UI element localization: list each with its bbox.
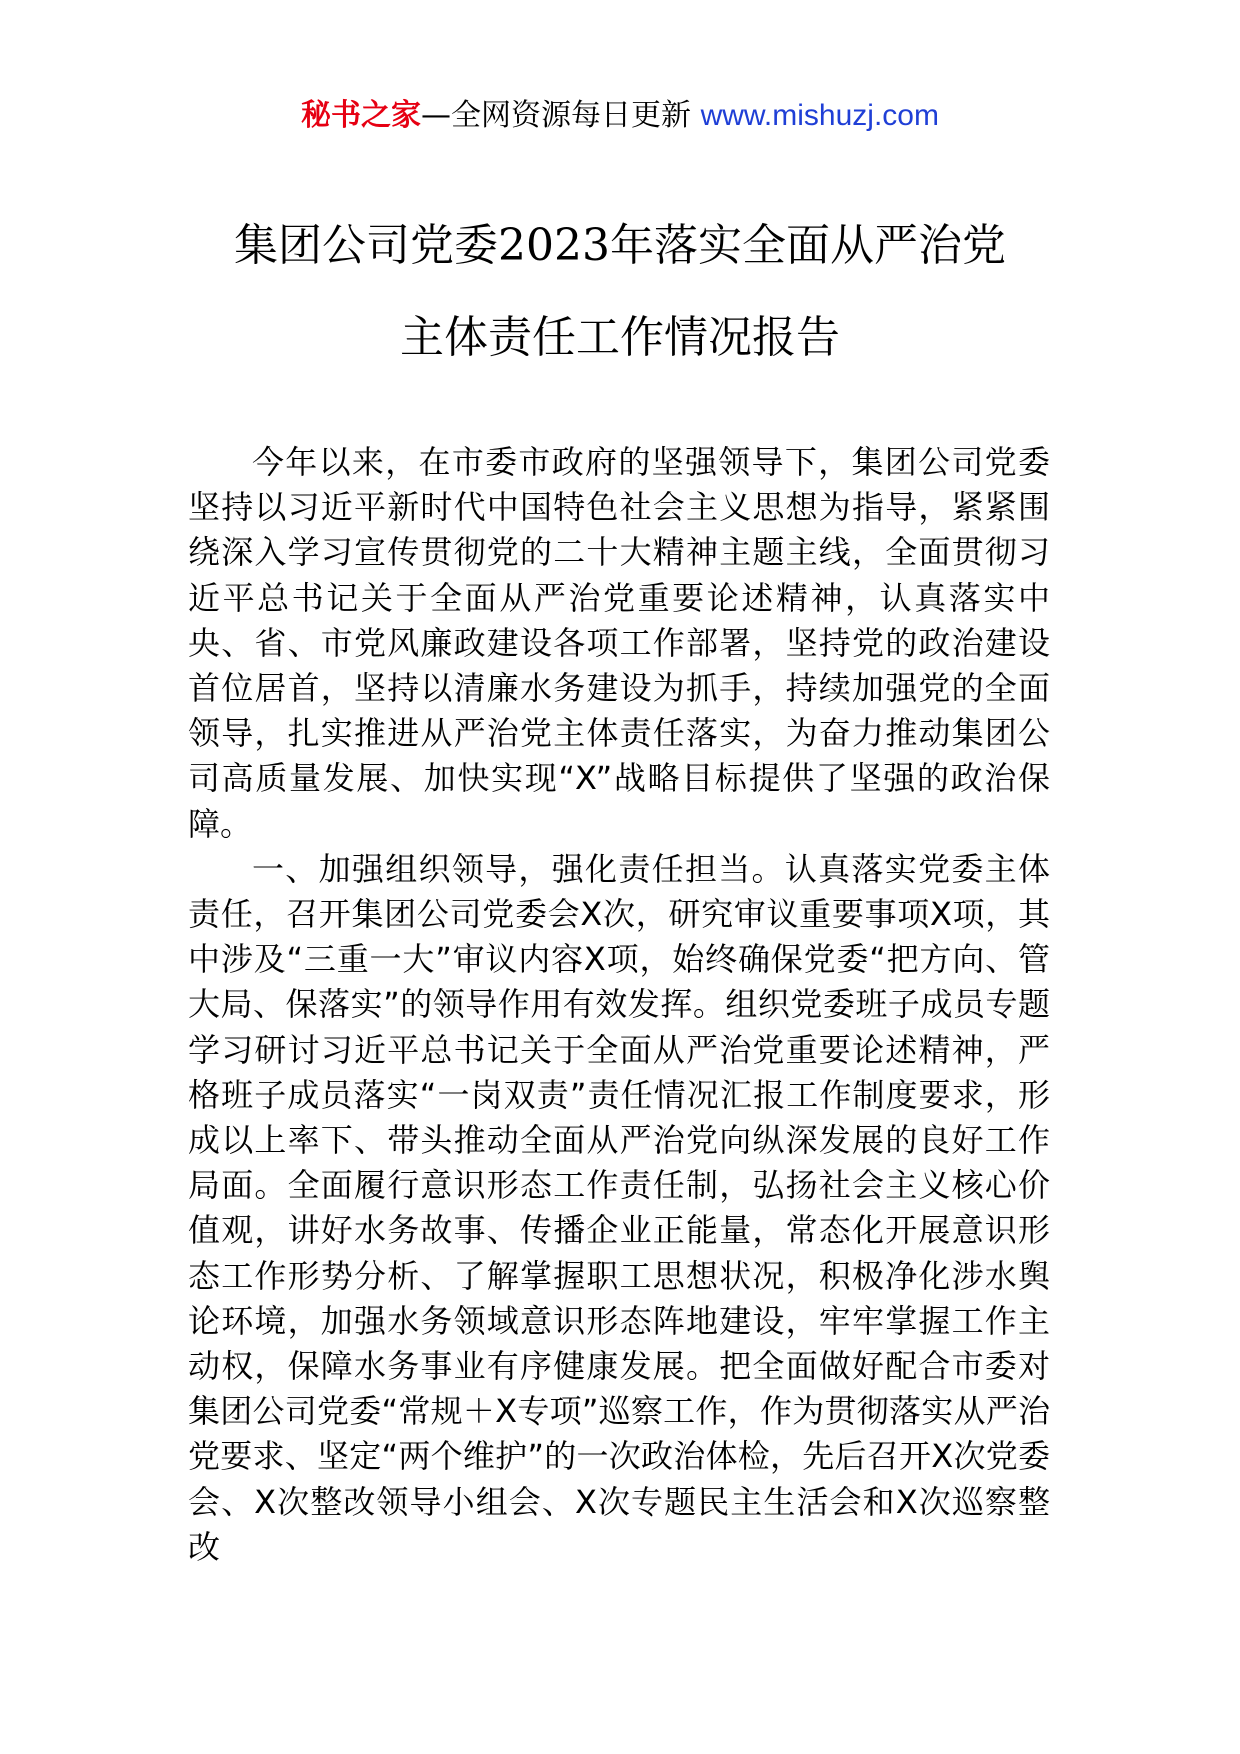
section-one-paragraph: 一、加强组织领导，强化责任担当。认真落实党委主体责任，召开集团公司党委会X次，研究审议重要事项X项，其中涉及“三重一大”审议内容X项，始终确保党委“把方向、管大局、保落实”的领导作用有效发挥。组织党委班子成员专题学习研讨习近平总书记关于全面从严治党重要论述精神，严格班子成员落实“一岗双责”责任情况汇报工作制度要求，形成以上率下、带头推动全面从严治党向纵深发展的良好工作局面。全面履行意识形态工作责任制，弘扬社会主义核心价值观，讲好水务故事、传播企业正能量，常态化开展意识形态工作形势分析、了解掌握职工思想状况，积极净化涉水舆论环境，加强水务领域意识形态阵地建设，牢牢掌握工作主动权，保障水务事业有序健康发展。把全面做好配合市委对集团公司党委“常规＋X专项”巡察工作，作为贯彻落实从严治党要求、坚定“两个维护”的一次政治体检，先后召开X次党委会、X次整改领导小组会、X次专题民主生活会和X次巡察整改	[188, 849, 1050, 1566]
document-body	[188, 440, 1050, 1570]
intro-paragraph: 今年以来，在市委市政府的坚强领导下，集团公司党委坚持以习近平新时代中国特色社会主义思想为指导，紧紧围绕深入学习宣传贯彻党的二十大精神主题主线，全面贯彻习近平总书记关于全面从严治党重要论述精神，认真落实中央、省、市党风廉政建设各项工作部署，坚持党的政治建设首位居首，坚持以清廉水务建设为抓手，持续加强党的全面领导，扎实推进从严治党主体责任落实，为奋力推动集团公司高质量发展、加快实现“X”战略目标提供了坚强的政治保障。	[188, 443, 1050, 843]
document-title-line-2: 主体责任工作情况报告	[400, 312, 840, 363]
document-title	[0, 200, 1240, 384]
site-url-link[interactable]: www.mishuzj.com	[700, 99, 939, 132]
document-title-line-1: 集团公司党委2023年落实全面从严治党	[234, 220, 1006, 271]
site-brand: 秘书之家	[301, 98, 422, 133]
site-tagline: —全网资源每日更新	[421, 98, 701, 133]
site-banner	[0, 96, 1240, 136]
